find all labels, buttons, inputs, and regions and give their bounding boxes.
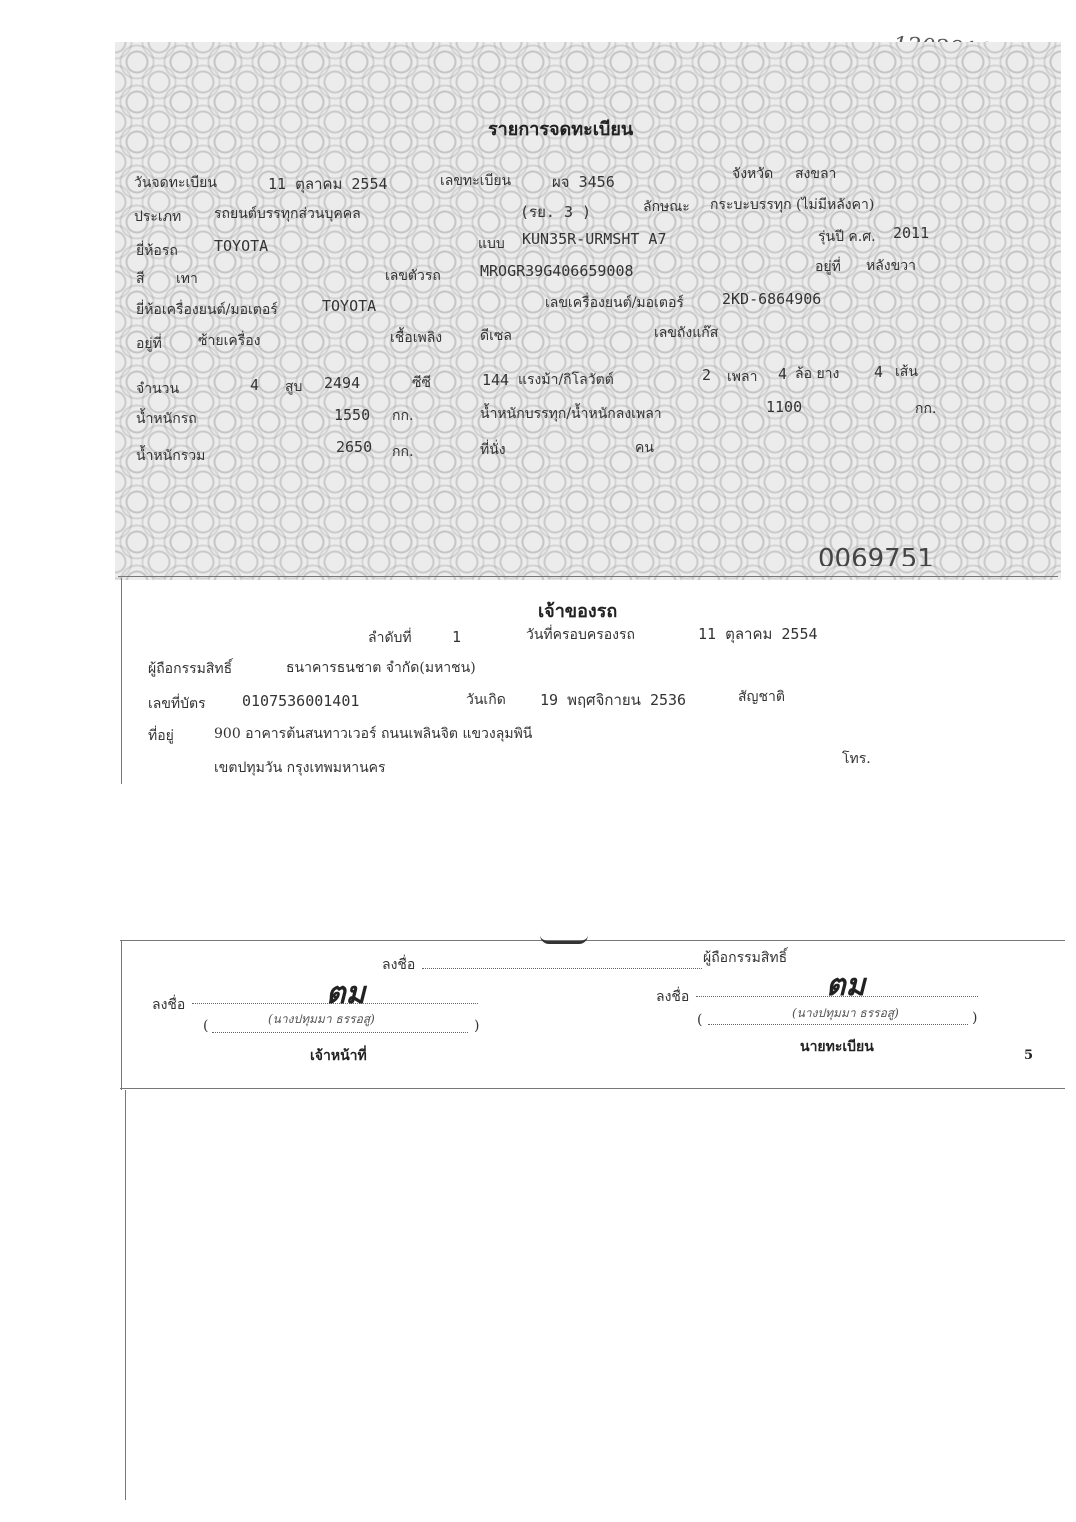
id-card-value: 0107536001401 bbox=[242, 692, 360, 710]
engine-no-value: 2KD-6864906 bbox=[722, 290, 822, 308]
holder-sign-label: ลงชื่อ bbox=[382, 957, 416, 973]
axle-label: เพลา bbox=[727, 369, 758, 385]
fuel-value: ดีเซล bbox=[480, 328, 512, 344]
chassis-label: เลขตัวรถ bbox=[385, 268, 441, 284]
brand-label: ยี่ห้อรถ bbox=[136, 243, 178, 259]
tire-label: เส้น bbox=[895, 364, 918, 380]
officer-sign-label: ลงชื่อ bbox=[152, 997, 186, 1013]
nationality-label: สัญชาติ bbox=[738, 689, 785, 705]
officer-name: (นางปทุมมา ธรรอสู) bbox=[268, 1012, 375, 1026]
engine-loc-label: อยู่ที่ bbox=[136, 336, 162, 352]
seats-label: ที่นั่ง bbox=[480, 442, 506, 458]
address-line2: เขตปทุมวัน กรุงเทพมหานคร bbox=[214, 760, 386, 776]
signature-bottom-border bbox=[120, 1088, 1065, 1089]
hp-label: แรงม้า/กิโลวัตต์ bbox=[518, 372, 614, 388]
fuel-label: เชื้อเพลิง bbox=[390, 330, 443, 346]
officer-name-line bbox=[212, 1032, 468, 1033]
address-label: ที่อยู่ bbox=[148, 728, 174, 744]
engine-brand-value: TOYOTA bbox=[322, 297, 377, 315]
weight-unit: กก. bbox=[392, 408, 414, 424]
year-value: 2011 bbox=[893, 224, 930, 242]
reg-date-label: วันจดทะเบียน bbox=[134, 175, 217, 191]
officer-title: เจ้าหน้าที่ bbox=[310, 1048, 367, 1064]
possession-date-label: วันที่ครอบครองรถ bbox=[526, 627, 635, 643]
weight-label: น้ำหนักรถ bbox=[136, 411, 197, 427]
signature-top-border bbox=[120, 940, 1065, 941]
section-divider bbox=[118, 576, 1058, 577]
total-weight-unit: กก. bbox=[392, 444, 414, 460]
dob-value: 19 พฤศจิกายน 2536 bbox=[540, 691, 687, 709]
registrar-title: นายทะเบียน bbox=[800, 1039, 874, 1055]
load-value: 1100 bbox=[766, 398, 803, 416]
signature-left-border bbox=[121, 940, 122, 1090]
engine-loc-value: ซ้ายเครื่อง bbox=[198, 333, 261, 349]
model-value: KUN35R-URMSHT A7 bbox=[522, 230, 667, 248]
cylinders-value: 4 bbox=[250, 376, 260, 394]
id-card-label: เลขที่บัตร bbox=[148, 696, 206, 712]
wheel-label: ล้อ ยาง bbox=[795, 366, 840, 382]
seats-unit: คน bbox=[635, 440, 654, 456]
holder-sign-title: ผู้ถือกรรมสิทธิ์ bbox=[703, 950, 788, 966]
registration-title: รายการจดทะเบียน bbox=[488, 119, 634, 140]
axles-value: 2 bbox=[702, 366, 712, 384]
chassis-loc-value: หลังขวา bbox=[866, 258, 916, 274]
cc-label: ซีซี bbox=[412, 375, 432, 391]
plate-label: เลขทะเบียน bbox=[440, 173, 512, 189]
holder-value: ธนาคารธนชาต จำกัด(มหาชน) bbox=[286, 660, 476, 676]
gas-tank-label: เลขถังแก๊ส bbox=[654, 325, 719, 341]
chassis-value: MROGR39G406659008 bbox=[480, 262, 634, 280]
dob-label: วันเกิด bbox=[466, 692, 506, 708]
model-label: แบบ bbox=[478, 236, 505, 252]
color-value: เทา bbox=[176, 271, 198, 287]
cc-value: 2494 bbox=[324, 374, 361, 392]
type-value: รถยนต์บรรทุกส่วนบุคคล bbox=[214, 206, 361, 222]
type-label: ประเภท bbox=[134, 209, 182, 225]
registrar-close-paren: ) bbox=[972, 1010, 978, 1026]
holder-sign-line bbox=[422, 968, 702, 969]
order-label: ลำดับที่ bbox=[368, 630, 412, 646]
plate-value: ผจ 3456 bbox=[552, 173, 615, 191]
load-label: น้ำหนักบรรทุก/น้ำหนักลงเพลา bbox=[480, 406, 662, 422]
officer-signature-mark: ตม bbox=[326, 976, 366, 1011]
form-serial-number: 0069751 bbox=[818, 544, 934, 566]
registrar-open-paren: ( bbox=[697, 1012, 703, 1028]
chassis-loc-label: อยู่ที่ bbox=[815, 259, 841, 275]
order-value: 1 bbox=[452, 628, 462, 646]
type-code-value: (รย. 3 ) bbox=[520, 203, 592, 221]
registrar-sign-label: ลงชื่อ bbox=[656, 989, 690, 1005]
handwritten-dash bbox=[540, 935, 588, 944]
address-line1: 900 อาคารต้นสนทาวเวอร์ ถนนเพลินจิต แขวงลุมพินี bbox=[214, 726, 533, 742]
style-label: ลักษณะ bbox=[643, 199, 690, 215]
officer-open-paren: ( bbox=[203, 1018, 209, 1034]
color-label: สี bbox=[136, 271, 145, 287]
registrar-signature-mark: ตม bbox=[826, 968, 866, 1003]
total-weight-value: 2650 bbox=[336, 438, 373, 456]
province-label: จังหวัด bbox=[732, 166, 774, 182]
phone-label: โทร. bbox=[842, 751, 871, 767]
possession-date-value: 11 ตุลาคม 2554 bbox=[698, 625, 818, 643]
hp-value: 144 bbox=[482, 371, 510, 389]
owner-title: เจ้าของรถ bbox=[538, 601, 618, 622]
weight-value: 1550 bbox=[334, 406, 371, 424]
engine-brand-label: ยี่ห้อเครื่องยนต์/มอเตอร์ bbox=[136, 302, 278, 318]
province-value: สงขลา bbox=[795, 166, 837, 182]
tires-value: 4 bbox=[874, 363, 884, 381]
year-label: รุ่นปี ค.ศ. bbox=[818, 229, 876, 245]
wheels-value: 4 bbox=[778, 365, 788, 383]
page-left-border bbox=[125, 1090, 126, 1500]
count-label: จำนวน bbox=[136, 381, 180, 397]
engine-no-label: เลขเครื่องยนต์/มอเตอร์ bbox=[545, 295, 684, 311]
owner-left-border bbox=[121, 578, 122, 784]
registrar-name-line bbox=[708, 1024, 968, 1025]
holder-label: ผู้ถือกรรมสิทธิ์ bbox=[148, 661, 233, 677]
cylinders-unit: สูบ bbox=[285, 379, 303, 395]
style-value: กระบะบรรทุก (ไม่มีหลังคา) bbox=[710, 197, 875, 213]
reg-date-value: 11 ตุลาคม 2554 bbox=[268, 175, 388, 193]
registrar-name: (นางปทุมมา ธรรอสู) bbox=[792, 1006, 899, 1020]
brand-value: TOYOTA bbox=[214, 237, 269, 255]
page-number-bottom: 5 bbox=[1024, 1048, 1034, 1063]
total-weight-label: น้ำหนักรวม bbox=[136, 448, 206, 464]
officer-close-paren: ) bbox=[474, 1018, 480, 1034]
load-unit: กก. bbox=[915, 401, 937, 417]
